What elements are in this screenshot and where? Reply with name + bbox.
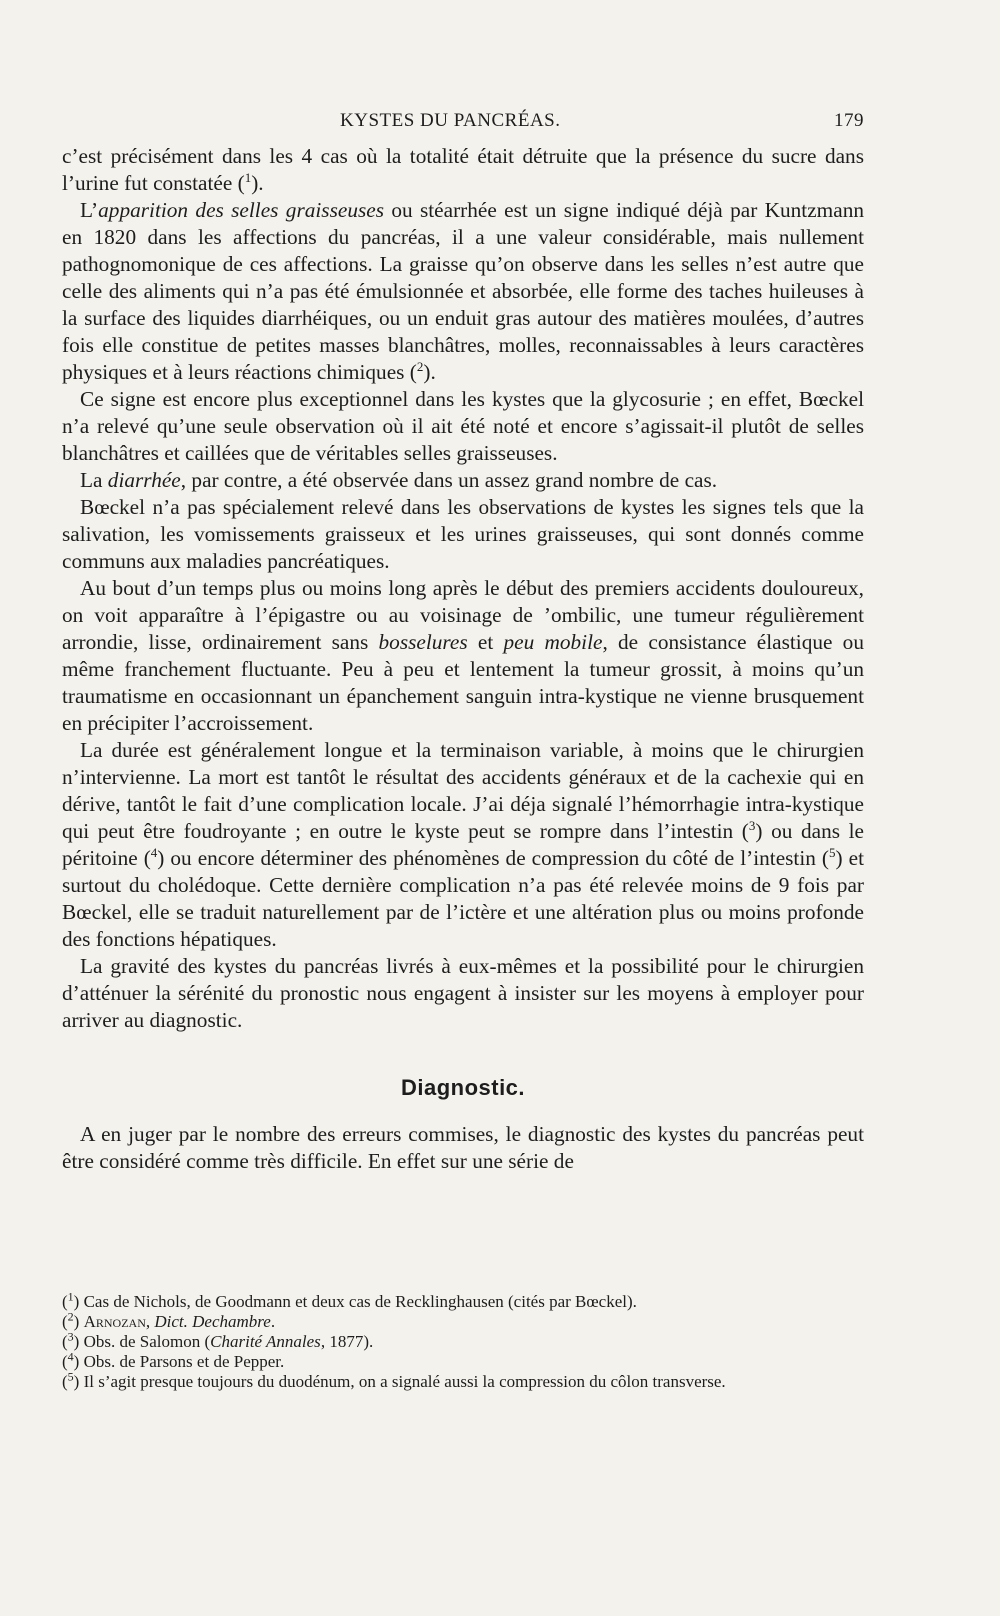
page-number: 179 (834, 110, 864, 131)
paragraph-9: A en juger par le nombre des erreurs commises, le diagnostic des kystes du pancréas peut être considéré comme très difficile. En effet sur une série de (62, 1122, 864, 1173)
author-name: Arnozan (83, 1312, 146, 1331)
emphasis-text: peu mobile (503, 630, 603, 654)
paragraph-6: Au bout d’un temps plus ou moins long après le début des premiers accidents douloureux, on voit apparaître à l’épigastre ou au voisinage de ’ombilic, une tumeur régulièrement arrondie, lisse, ordinairement sans bosselures et peu mobile, de consistance élastique ou même franchement fluctuante. Peu à peu et lentement la tumeur grossit, à moins qu’un traumatisme en occasionnant un épanchement sanguin intra-kystique ne vienne brusquement en précipiter l’accroissement. (62, 576, 864, 735)
footnote-ref-3[interactable]: 3 (748, 817, 756, 833)
paragraph-8: La gravité des kystes du pancréas livrés à eux-mêmes et la possibilité pour le chirurgien d’atténuer la sérénité du pronostic nous engagent à insister sur les moyens à employer pour arriver au diagnostic. (62, 954, 864, 1032)
section-heading: Diagnostic. (400, 1075, 526, 1100)
running-title: KYSTES DU PANCRÉAS. (340, 110, 561, 131)
emphasis-text: diarrhée (107, 468, 181, 492)
paragraph-5: Bœckel n’a pas spécialement relevé dans les observations de kystes les signes tels que la salivation, les vomissements graisseux et les urines graisseuses, qui sont donnés comme communs aux maladies pancréatiques. (62, 495, 864, 573)
footnote-5: ($^5$) Il s’agit presque toujours du duodénum, on a signalé aussi la compression du côlon transverse. (62, 1369, 726, 1391)
footnote-ref-5[interactable]: 5 (829, 844, 836, 860)
emphasis-text: apparition des selles graisseuses (98, 198, 385, 222)
footnote-ref-4[interactable]: 4 (150, 844, 158, 860)
running-header (62, 108, 864, 138)
paragraph-4: La diarrhée, par contre, a été observée dans un assez grand nombre de cas. (80, 468, 718, 492)
footnote-2: ($^2$) Arnozan, Dict. Dechambre. (62, 1309, 276, 1331)
paragraph-1: c’est précisément dans les 4 cas où la totalité était détruite que la présence du sucre dans l’urine fut constatée ($^1$). (62, 144, 864, 195)
paragraph-3: Ce signe est encore plus exceptionnel dans les kystes que la glycosurie ; en effet, Bœckel n’a relevé qu’une seule observation où il ait été noté et encore s’agissait-il plutôt de selles blanchâtres et caillées que de véritables selles graisseuses. (62, 387, 864, 465)
paragraph-7: La durée est généralement longue et la terminaison variable, à moins que le chirurgien n’intervienne. La mort est tantôt le résultat des accidents généraux et de la cachexie qui en dérive, tantôt le fait d’une complication locale. J’ai déja signalé l’hémorrhagie intra-kystique qui peut être foudroyante ; en outre le kyste peut se rompre dans l’intestin ($^3$) ou dans le péritoine ($^4$) ou encore déterminer des phénomènes de compression du côté de l’intestin ($^5$) et surtout du cholédoque. Cette dernière complication n’a pas été relevée moins de 9 fois par Bœckel, elle se traduit naturellement par de l’ictère et une altération plus ou moins profonde des fonctions hépatiques. (62, 738, 864, 951)
footnote-ref-1[interactable]: 1 (244, 169, 252, 185)
emphasis-text: bosselures (378, 630, 468, 654)
body-text (62, 143, 864, 1175)
footnote-4: ($^4$) Obs. de Parsons et de Pepper. (62, 1349, 285, 1371)
paragraph-2: L’apparition des selles graisseuses ou stéarrhée est un signe indiqué déjà par Kuntzmann en 1820 dans les affections du pancréas, il a une valeur considérable, mais nullement pathognomonique de ces affections. La graisse qu’on observe dans les selles n’est autre que celle des aliments qui n’a pas été émulsionnée et absorbée, elle forme des taches huileuses à la surface des liquides diarrhéiques, ou un enduit gras autour des matières moulées, d’autres fois elle constitue de petites masses blanchâtres, molles, reconnaissables à leurs caractères physiques et à leurs réactions chimiques ($^2$). (62, 198, 864, 384)
footnote-3: ($^3$) Obs. de Salomon (Charité Annales, 1877). (62, 1329, 374, 1351)
footnotes (62, 1289, 864, 1392)
footnote-1: ($^1$) Cas de Nichols, de Goodmann et deux cas de Recklinghausen (cités par Bœckel). (62, 1289, 637, 1311)
footnote-ref-2[interactable]: 2 (416, 358, 424, 374)
